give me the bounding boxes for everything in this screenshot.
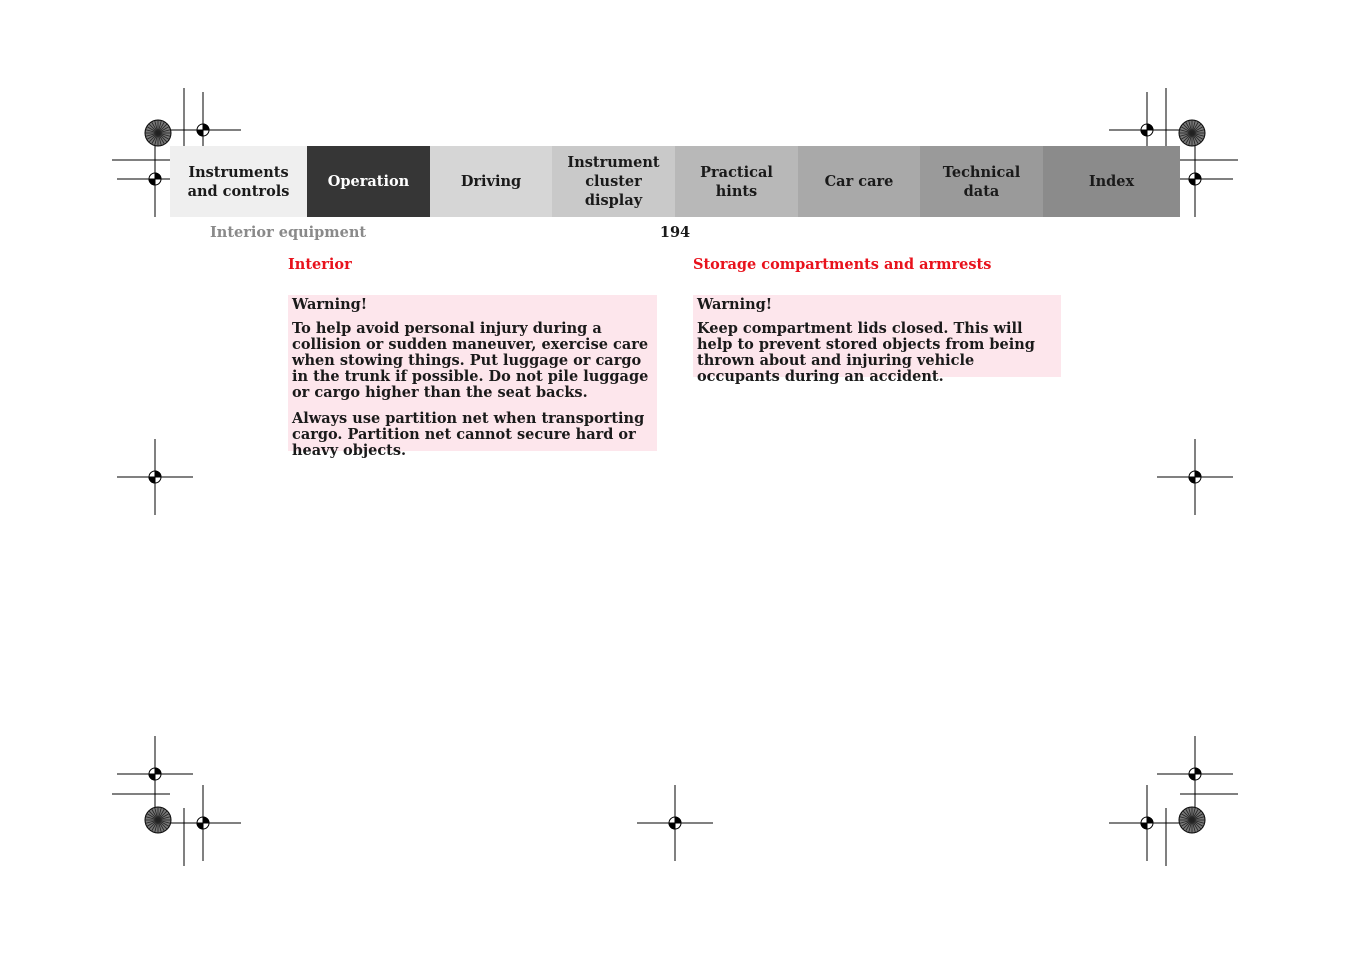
crosshair-target-icon bbox=[165, 785, 241, 861]
warning-text: Keep compartment lids closed. This will help to prevent stored objects from being thrown about and injuring vehicle occupants during an accident. bbox=[697, 320, 1035, 385]
crosshair-target-icon bbox=[637, 785, 713, 861]
tab-label: Driving bbox=[460, 173, 522, 190]
crosshair-target-icon bbox=[1157, 439, 1233, 515]
tab-label: Instruments and controls bbox=[187, 163, 290, 200]
tab-instrument-cluster-display[interactable] bbox=[552, 146, 675, 217]
tab-car-care[interactable] bbox=[798, 146, 920, 217]
tab-label: Car care bbox=[824, 173, 894, 190]
color-rosette-icon bbox=[1179, 807, 1205, 833]
tab-instruments-and-controls[interactable] bbox=[170, 146, 307, 217]
page-number: 194 bbox=[659, 224, 691, 241]
color-rosette-icon bbox=[145, 120, 171, 146]
tab-label: Instrument cluster display bbox=[567, 154, 660, 209]
tab-driving[interactable] bbox=[430, 146, 552, 217]
warning-heading: Warning! bbox=[697, 296, 773, 313]
warning-text: Always use partition net when transporting cargo. Partition net cannot secure hard or heavy objects. bbox=[292, 410, 645, 459]
crosshair-target-icon bbox=[117, 736, 193, 812]
tab-label: Practical hints bbox=[700, 163, 773, 200]
tab-practical-hints[interactable] bbox=[675, 146, 798, 217]
section-title-interior: Interior bbox=[288, 256, 352, 273]
tab-label: Index bbox=[1088, 173, 1135, 190]
section-title-storage: Storage compartments and armrests bbox=[693, 256, 992, 273]
running-head: Interior equipment bbox=[210, 224, 367, 241]
warning-box bbox=[288, 295, 657, 459]
warning-box bbox=[693, 295, 1061, 385]
chapter-navigation bbox=[170, 146, 1180, 217]
tab-operation[interactable] bbox=[307, 146, 430, 217]
crosshair-target-icon bbox=[1109, 785, 1185, 861]
crosshair-target-icon bbox=[1157, 736, 1233, 812]
color-rosette-icon bbox=[145, 807, 171, 833]
tab-technical-data[interactable] bbox=[920, 146, 1043, 217]
tab-label: Technical data bbox=[942, 163, 1021, 200]
warning-heading: Warning! bbox=[292, 296, 368, 313]
tab-index[interactable] bbox=[1043, 146, 1180, 217]
tab-label: Operation bbox=[327, 173, 410, 190]
crosshair-target-icon bbox=[117, 439, 193, 515]
color-rosette-icon bbox=[1179, 120, 1205, 146]
warning-text: To help avoid personal injury during a collision or sudden maneuver, exercise care when stowing things. Put luggage or cargo in the trunk if possible. Do not pile luggage or cargo higher than the seat backs. bbox=[292, 320, 649, 401]
